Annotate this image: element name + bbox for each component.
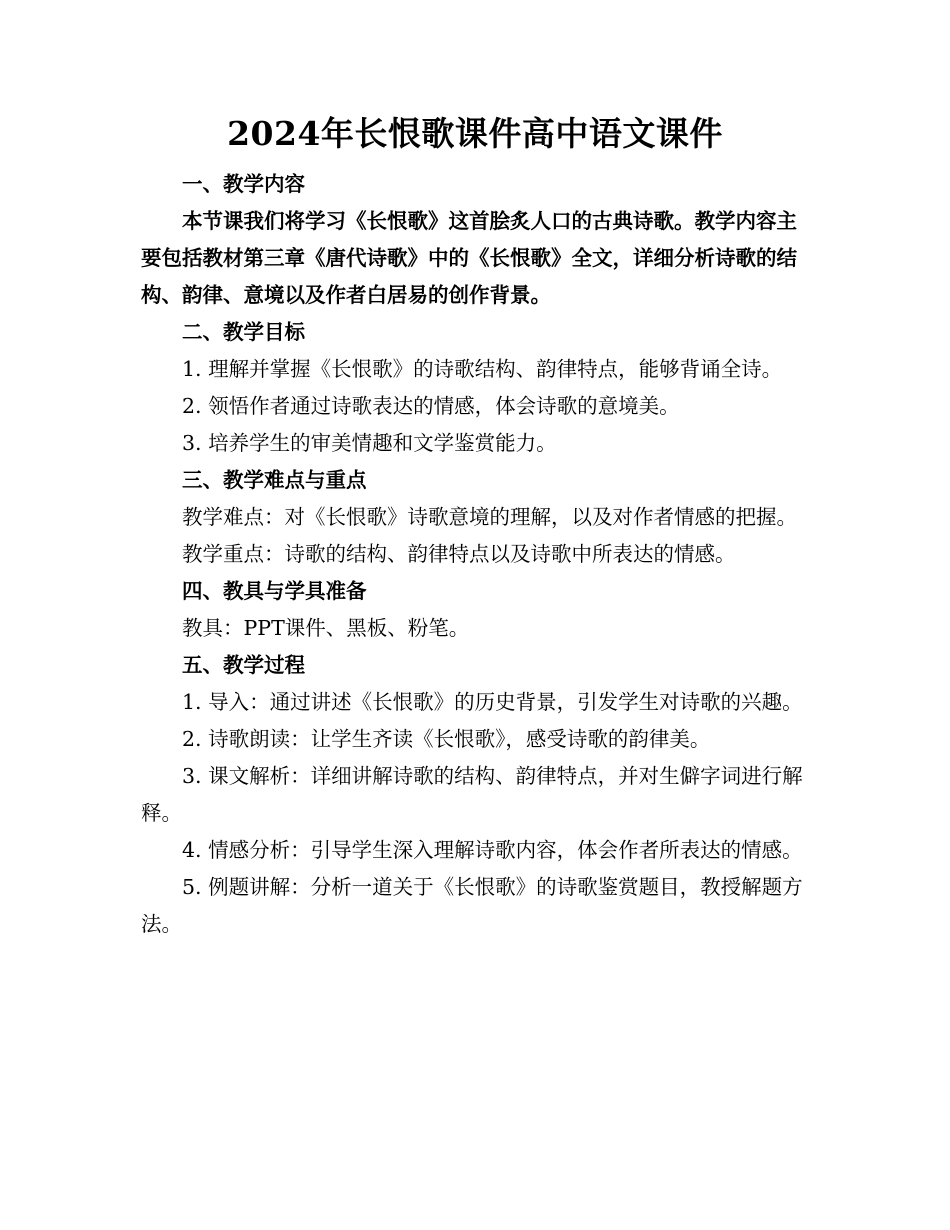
list-item: 4. 情感分析：引导学生深入理解诗歌内容，体会作者所表达的情感。 (182, 838, 803, 862)
section-paragraph: 教具：PPT课件、黑板、粉笔。 (182, 616, 470, 640)
section-paragraph: 教学难点：对《长恨歌》诗歌意境的理解，以及对作者情感的把握。 (182, 505, 797, 529)
section-paragraph: 本节课我们将学习《长恨歌》这首脍炙人口的古典诗歌。教学内容主要包括教材第三章《唐代诗歌》中的《长恨歌》全文，详细分析诗歌的结构、韵律、意境以及作者白居易的创作背景。 (141, 209, 797, 307)
section-heading: 五、教学过程 (182, 653, 305, 677)
list-item: 2. 诗歌朗读：让学生齐读《长恨歌》，感受诗歌的韵律美。 (182, 727, 711, 751)
section-heading: 四、教具与学具准备 (182, 579, 367, 603)
document-title: 2024年长恨歌课件高中语文课件 (227, 114, 723, 153)
list-item: 3. 培养学生的审美情趣和文学鉴赏能力。 (182, 431, 557, 455)
list-item: 2. 领悟作者通过诗歌表达的情感，体会诗歌的意境美。 (182, 394, 680, 418)
list-item: 1. 导入：通过讲述《长恨歌》的历史背景，引发学生对诗歌的兴趣。 (182, 690, 803, 714)
section-heading: 一、教学内容 (182, 172, 305, 196)
section-paragraph: 教学重点：诗歌的结构、韵律特点以及诗歌中所表达的情感。 (182, 542, 736, 566)
list-item: 3. 课文解析：详细讲解诗歌的结构、韵律特点，并对生僻字词进行解释。 (141, 764, 803, 825)
list-item: 1. 理解并掌握《长恨歌》的诗歌结构、韵律特点，能够背诵全诗。 (182, 357, 783, 381)
list-item: 5. 例题讲解：分析一道关于《长恨歌》的诗歌鉴赏题目，教授解题方法。 (141, 875, 803, 936)
section-heading: 三、教学难点与重点 (182, 468, 367, 492)
document-body (141, 166, 813, 943)
section-heading: 二、教学目标 (182, 320, 305, 344)
